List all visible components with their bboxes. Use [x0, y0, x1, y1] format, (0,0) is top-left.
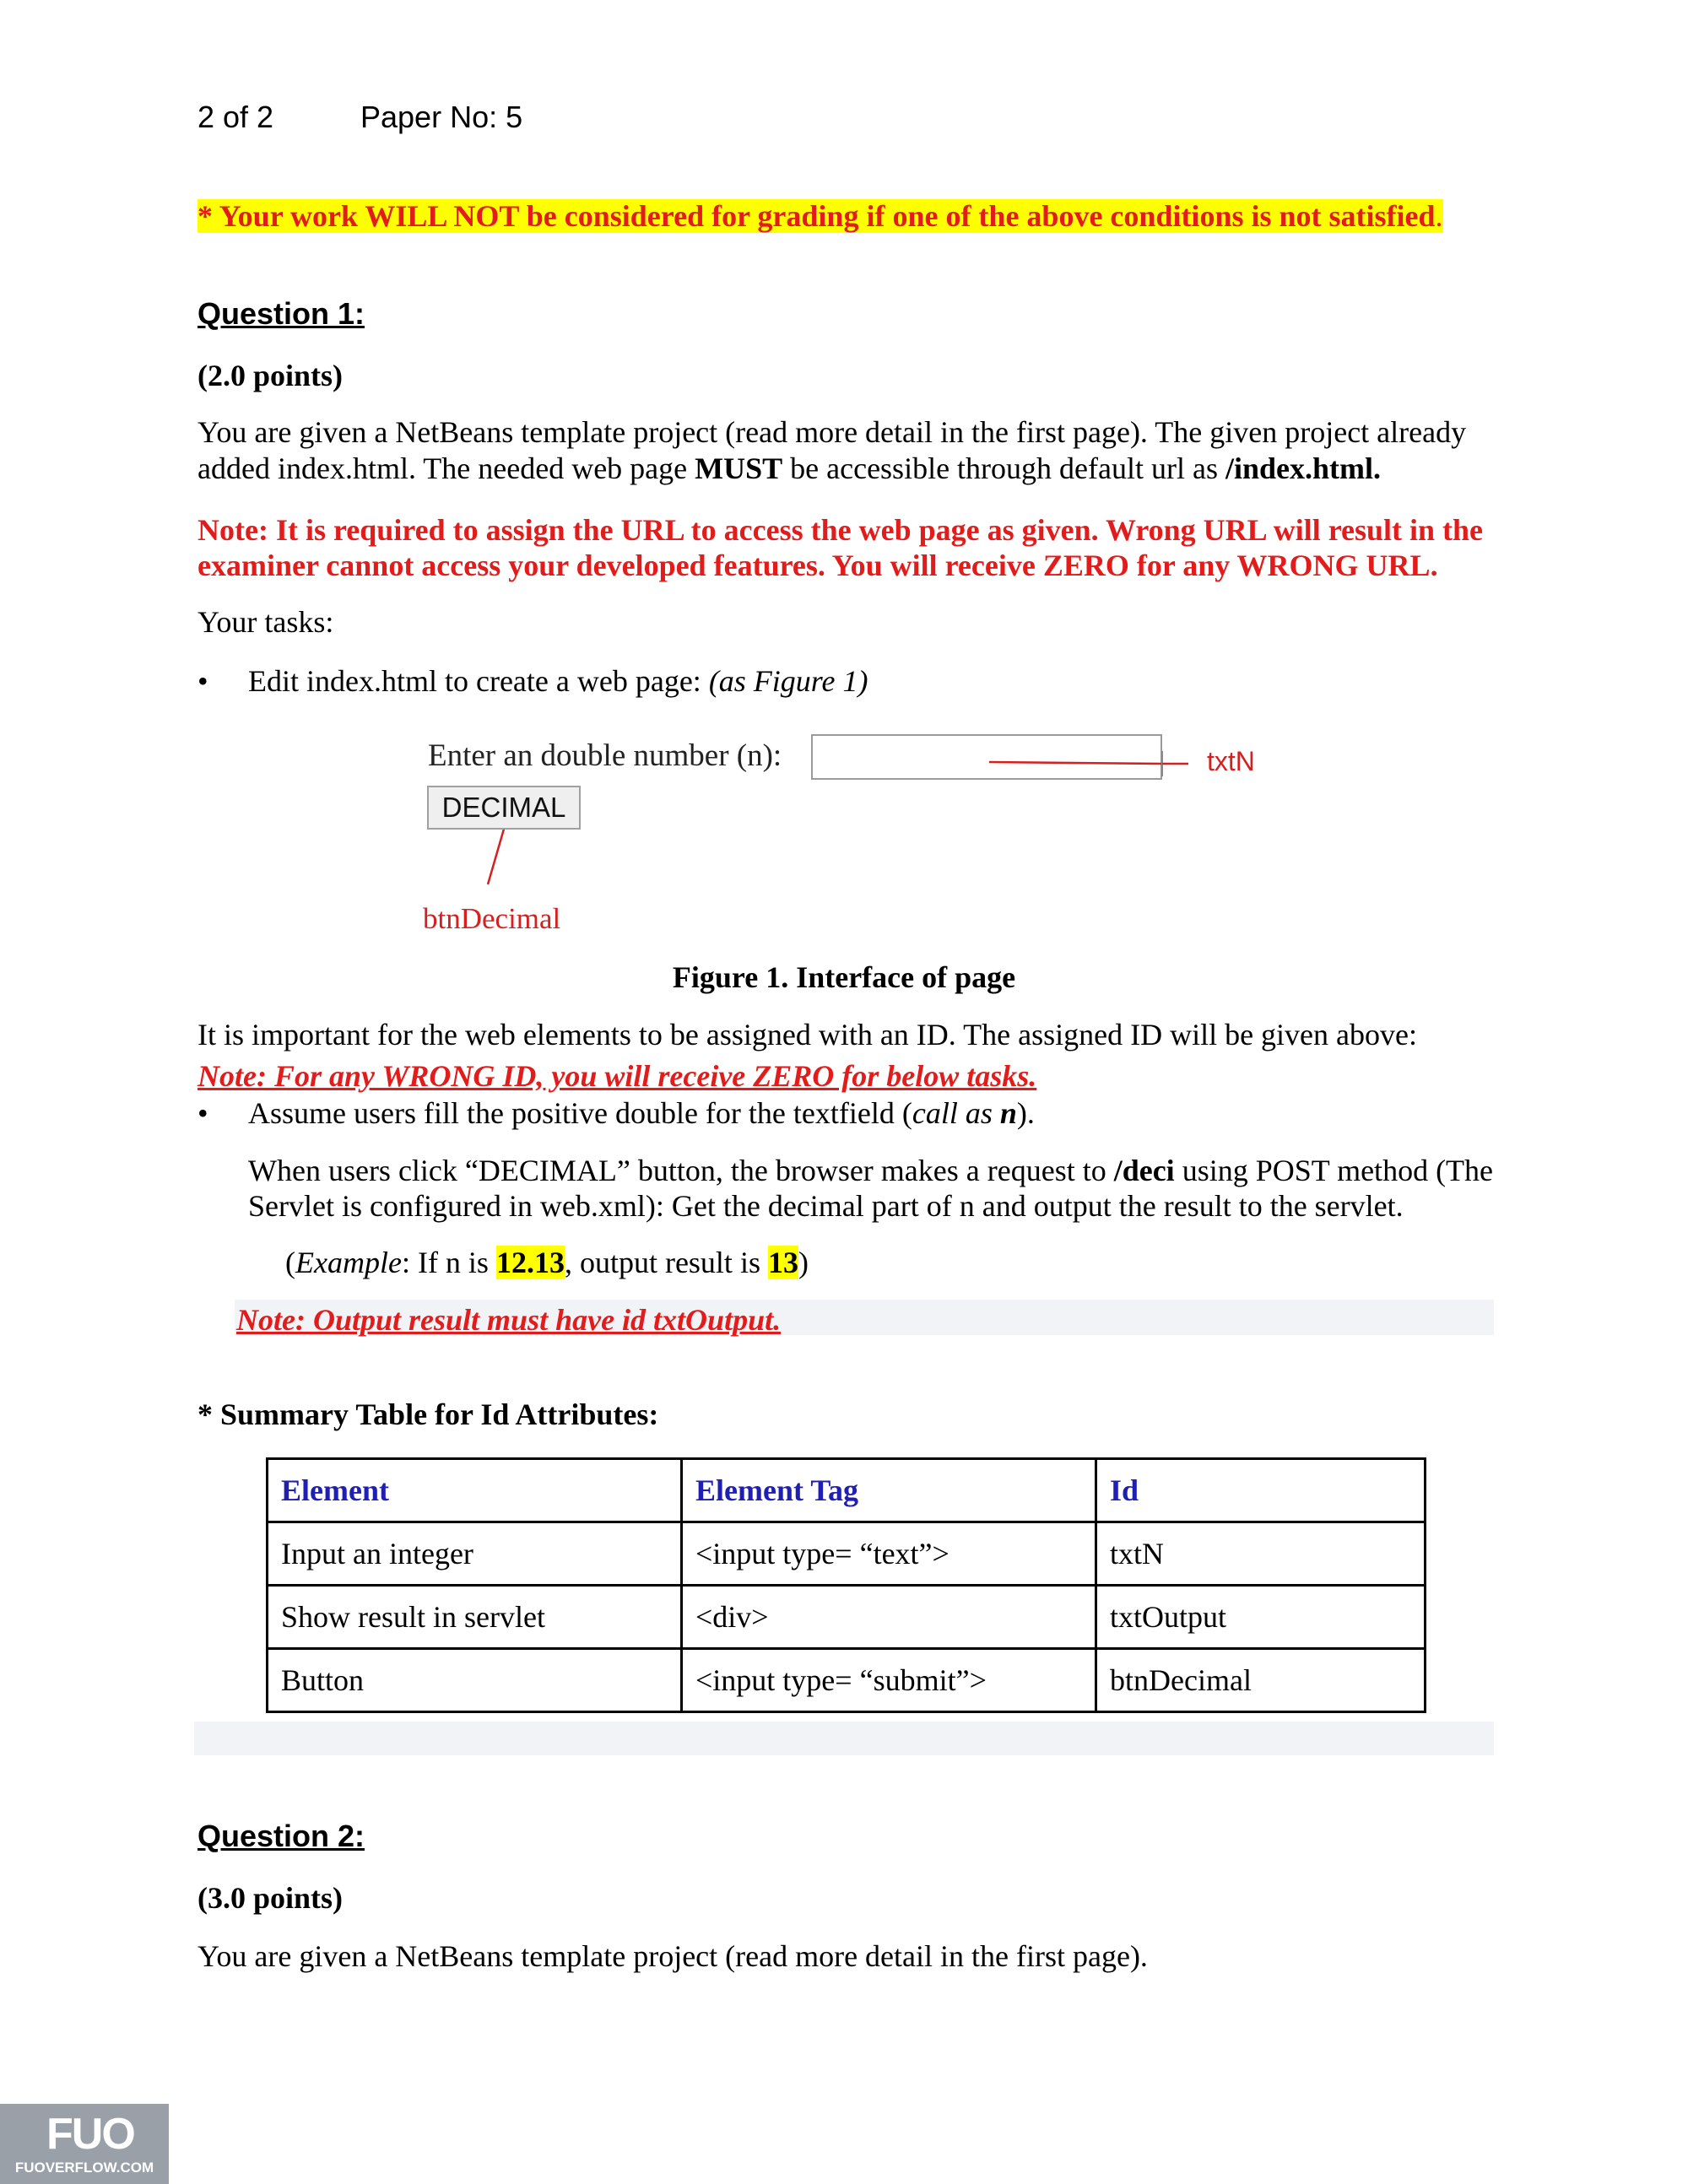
bullet-icon: • — [197, 664, 208, 698]
question-1-title: Question 1: — [197, 296, 365, 331]
table-cell: <input type= “text”> — [682, 1522, 1096, 1586]
summary-table — [266, 1457, 1426, 1713]
page-number: 2 of 2 — [197, 100, 274, 134]
question-1-intro-line-2: added index.html. The needed web page MUST be accessible through default url as /index.html. — [197, 451, 1381, 485]
assume-line: Assume users fill the positive double for the textfield (call as n). — [248, 1096, 1035, 1130]
table-cell: Button — [268, 1649, 682, 1712]
table-cell: btnDecimal — [1096, 1649, 1426, 1712]
question-2-intro: You are given a NetBeans template project (read more detail in the first page). — [197, 1939, 1148, 1973]
table-cell: Show result in servlet — [268, 1586, 682, 1649]
table-row — [268, 1649, 1426, 1712]
header-element: Element — [268, 1459, 682, 1522]
id-paragraph: It is important for the web elements to be assigned with an ID. The assigned ID will be given above: — [197, 1018, 1417, 1051]
output-note: Note: Output result must have id txtOutput. — [236, 1303, 782, 1337]
annotation-btn-decimal: btnDecimal — [423, 902, 561, 935]
header-element-tag: Element Tag — [682, 1459, 1096, 1522]
question-1-points: (2.0 points) — [197, 359, 344, 392]
table-cell: Input an integer — [268, 1522, 682, 1586]
url-note-line-2: examiner cannot access your developed features. You will receive ZERO for any WRONG URL. — [197, 549, 1438, 582]
table-cell: txtN — [1096, 1522, 1426, 1586]
watermark-badge — [0, 2104, 169, 2184]
header-id: Id — [1096, 1459, 1426, 1522]
table-cell: txtOutput — [1096, 1586, 1426, 1649]
tasks-label: Your tasks: — [197, 605, 334, 639]
watermark-logo: FUO — [46, 2110, 134, 2159]
figure-input-label: Enter an double number (n): — [428, 738, 782, 773]
table-header-row — [268, 1459, 1426, 1522]
figure-caption: Figure 1. Interface of page — [672, 960, 1016, 994]
table-cell: <div> — [682, 1586, 1096, 1649]
watermark-site: FUOVERFLOW.COM — [14, 2160, 154, 2176]
paper-number: Paper No: 5 — [360, 100, 523, 134]
when-line-2: Servlet is configured in web.xml): Get the decimal part of n and output the result to the servlet. — [248, 1189, 1404, 1223]
warning-text: * Your work WILL NOT be considered for grading if one of the above conditions is not satisfied — [197, 199, 1436, 233]
figure-decimal-button[interactable]: DECIMAL — [427, 786, 581, 830]
question-2-title: Question 2: — [197, 1819, 365, 1853]
example-line: (Example: If n is 12.13, output result is 13) — [285, 1246, 809, 1279]
bullet-icon: • — [197, 1096, 208, 1130]
table-row — [268, 1586, 1426, 1649]
annotation-txtn: txtN — [1207, 746, 1255, 776]
when-line-1: When users click “DECIMAL” button, the browser makes a request to /deci using POST method (The — [248, 1154, 1494, 1187]
warning-dot: . — [1435, 199, 1443, 233]
table-shade — [194, 1722, 1494, 1755]
url-note-line-1: Note: It is required to assign the URL to access the web page as given. Wrong URL will result in the — [197, 513, 1484, 547]
id-note: Note: For any WRONG ID, you will receive ZERO for below tasks. — [197, 1059, 1037, 1093]
question-2-points: (3.0 points) — [197, 1881, 344, 1915]
table-cell: <input type= “submit”> — [682, 1649, 1096, 1712]
table-row — [268, 1522, 1426, 1586]
figure-annotation-lines — [0, 0, 1688, 945]
question-1-intro-line-1: You are given a NetBeans template project (read more detail in the first page). The given project already — [197, 415, 1467, 449]
task-1: Edit index.html to create a web page: (as Figure 1) — [248, 664, 868, 698]
summary-title: * Summary Table for Id Attributes: — [197, 1397, 659, 1431]
